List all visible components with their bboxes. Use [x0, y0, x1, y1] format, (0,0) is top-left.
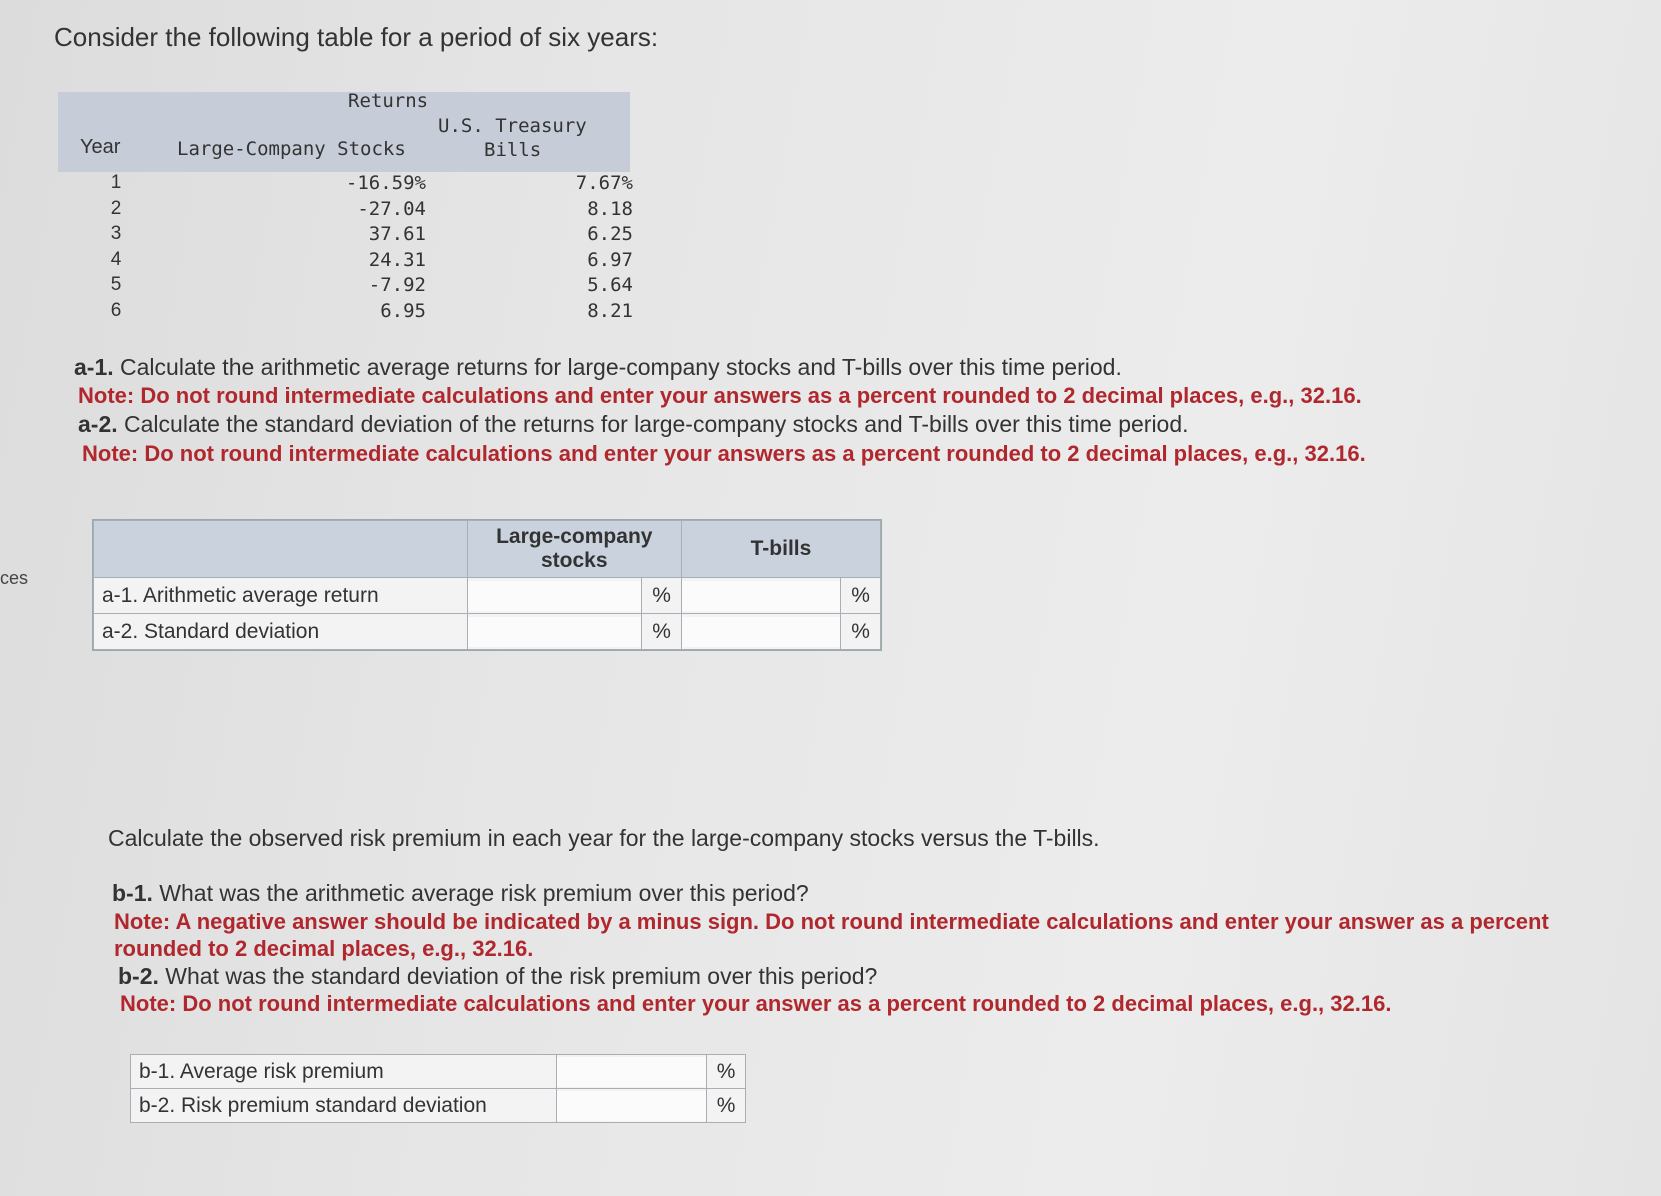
col-header-tbills: T-bills — [681, 521, 880, 578]
question-b2-note: Note: Do not round intermediate calculations and enter your answer as a percent rounded to 2 decimal places, e.g., 32.16. — [120, 991, 1392, 1016]
side-fragment: ces — [0, 568, 29, 588]
returns-year-cell: 2 — [110, 197, 122, 219]
returns-stocks-cell: -16.59% — [345, 172, 426, 194]
returns-bills-cell: 6.25 — [587, 223, 633, 245]
row-label-average-risk-premium: b-1. Average risk premium — [131, 1055, 557, 1089]
question-a1-text: Calculate the arithmetic average returns for large-company stocks and T-bills over this time period. — [120, 354, 1122, 380]
returns-stocks-cell: 24.31 — [368, 248, 426, 271]
question-b1 — [112, 880, 809, 907]
returns-table-header — [58, 92, 630, 172]
question-b2-text: What was the standard deviation of the risk premium over this period? — [165, 963, 878, 989]
unit-a2-tbills: % — [841, 614, 881, 650]
question-a1 — [74, 354, 1122, 381]
question-a2-text: Calculate the standard deviation of the returns for large-company stocks and T-bills over this time period. — [124, 411, 1189, 437]
answer-table-b — [130, 1054, 746, 1123]
unit-b2: % — [707, 1089, 746, 1123]
returns-row — [58, 197, 633, 224]
question-a2-label: a-2. — [78, 411, 118, 437]
row-label-risk-premium-std: b-2. Risk premium standard deviation — [131, 1089, 557, 1123]
stocks-header: Large-Company Stocks — [177, 138, 406, 160]
returns-row — [58, 248, 633, 275]
question-b1-text: What was the arithmetic average risk premium over this period? — [159, 880, 809, 906]
returns-stocks-cell: 37.61 — [368, 223, 426, 245]
question-b2-label: b-2. — [118, 963, 159, 989]
returns-bills-cell: 8.18 — [587, 197, 633, 220]
intro-text: Consider the following table for a period of six years: — [54, 22, 659, 52]
question-a2-note: Note: Do not round intermediate calculations and enter your answers as a percent rounded to 2 decimal places, e.g., 32.16. — [82, 441, 1366, 466]
question-a1-note: Note: Do not round intermediate calculations and enter your answers as a percent rounded to 2 decimal places, e.g., 32.16. — [78, 383, 1362, 408]
returns-row — [58, 172, 633, 198]
returns-year-cell: 6 — [110, 299, 122, 321]
returns-year-cell: 1 — [110, 172, 122, 193]
question-a1-label: a-1. — [74, 354, 114, 380]
returns-stocks-cell: -27.04 — [357, 197, 426, 220]
returns-bills-cell: 7.67% — [575, 172, 633, 194]
row-label-standard-deviation: a-2. Standard deviation — [94, 614, 468, 650]
returns-stocks-cell: -7.92 — [368, 274, 426, 296]
question-b1-note: Note: A negative answer should be indicated by a minus sign. Do not round intermediate calculations and enter your answer as a percent rounded to 2 decimal places, e.g., 32.16. — [114, 909, 1549, 961]
input-a1-tbills[interactable] — [682, 581, 840, 611]
returns-row — [58, 299, 633, 326]
returns-table — [58, 90, 633, 325]
answer-table-a — [92, 519, 882, 651]
returns-year-cell: 3 — [110, 223, 122, 244]
input-b2-risk-premium-std[interactable] — [557, 1091, 706, 1121]
input-a2-stocks[interactable] — [468, 617, 642, 647]
returns-bills-cell: 6.97 — [587, 248, 633, 271]
unit-a1-stocks: % — [642, 578, 682, 614]
returns-year-cell: 5 — [110, 274, 122, 295]
bills-header-line2: Bills — [484, 139, 542, 161]
question-b1-label: b-1. — [112, 880, 153, 906]
question-b2 — [118, 963, 877, 990]
unit-a2-stocks: % — [642, 614, 682, 650]
col-header-lcs-line2: stocks — [540, 549, 608, 572]
returns-bills-cell: 8.21 — [587, 299, 633, 322]
returns-row — [58, 274, 633, 300]
answer-table-a-corner — [94, 521, 468, 578]
returns-stocks-cell: 6.95 — [380, 299, 426, 322]
bills-header-line1: U.S. Treasury — [438, 115, 587, 137]
returns-table-body — [58, 172, 633, 325]
input-a2-tbills[interactable] — [682, 617, 840, 647]
input-b1-risk-premium[interactable] — [557, 1057, 706, 1087]
col-header-large-company-stocks — [467, 521, 681, 578]
question-a2 — [78, 411, 1189, 438]
col-header-lcs-line1: Large-company — [496, 525, 653, 548]
unit-b1: % — [707, 1055, 746, 1089]
part-b-intro: Calculate the observed risk premium in each year for the large-company stocks versus the T-bills. — [108, 825, 1100, 851]
returns-row — [58, 223, 633, 249]
year-header: Year — [80, 136, 121, 158]
input-a1-stocks[interactable] — [468, 581, 642, 611]
returns-bills-cell: 5.64 — [587, 274, 633, 296]
unit-a1-tbills: % — [841, 578, 881, 614]
returns-year-cell: 4 — [110, 248, 122, 270]
returns-group-header: Returns — [348, 90, 429, 112]
row-label-arithmetic-average: a-1. Arithmetic average return — [94, 578, 468, 614]
